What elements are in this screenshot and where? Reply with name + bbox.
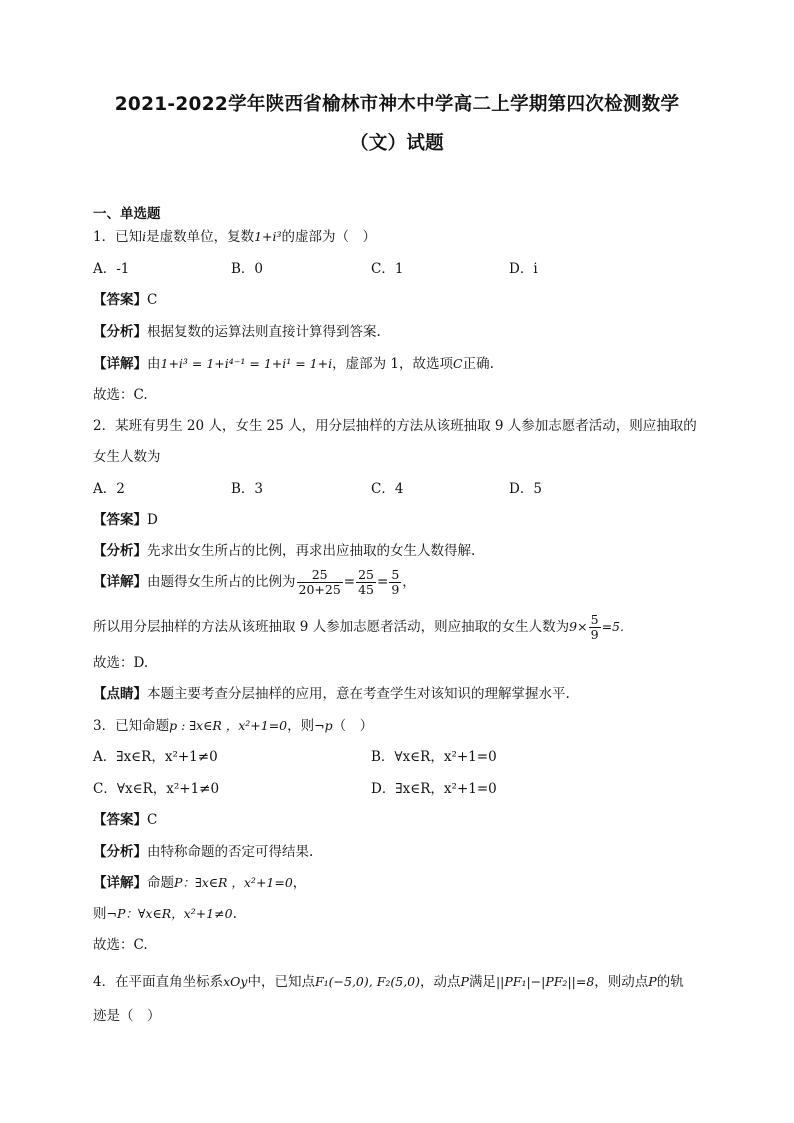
q1-detail: 【详解】由1+i³ = 1+i⁴⁻¹ = 1+i¹ = 1+i，虚部为 1，故选项C正确. [93, 356, 494, 372]
q3-option-d: D．∃x∈R，x²+1=0 [371, 781, 497, 797]
q2-analysis: 【分析】先求出女生所占的比例，再求出应抽取的女生人数得解. [93, 543, 476, 559]
q3-detail-line2: 则¬P：∀x∈R，x²+1≠0. [93, 906, 237, 922]
q2-stem-line1: 2．某班有男生 20 人，女生 25 人，用分层抽样的方法从该班抽取 9 人参加志愿者活动，则应抽取的 [93, 418, 697, 434]
q2-detail: 【详解】由题得女生所占的比例为 $\frac{25}{20+25}$ = $\frac{25}{45}$ = $\frac{5}{9}$ ， [93, 567, 416, 597]
q2-option-b: B．3 [231, 481, 264, 497]
q3-option-b: B．∀x∈R，x²+1=0 [371, 749, 497, 765]
q1-option-d: D．i [509, 261, 538, 277]
q3-analysis: 【分析】由特称命题的否定可得结果. [93, 844, 314, 860]
q1-option-b: B．0 [231, 261, 264, 277]
q3-option-c: C．∀x∈R，x²+1≠0 [93, 781, 220, 797]
q3-detail: 【详解】命题P：∃x∈R ，x²+1=0， [93, 875, 307, 891]
section-heading: 一、单选题 [93, 206, 161, 222]
q4-stem-line2: 迹是（ ） [93, 1008, 161, 1024]
q3-choice: 故选：C. [93, 937, 148, 953]
doc-title-line1: 2021-2022学年陕西省榆林市神木中学高二上学期第四次检测数学 [114, 94, 680, 115]
q1-option-c: C．1 [371, 261, 404, 277]
q1-analysis: 【分析】根据复数的运算法则直接计算得到答案. [93, 324, 381, 340]
q2-answer: 【答案】D [93, 512, 158, 528]
q2-option-d: D．5 [509, 481, 542, 497]
q2-comment: 【点睛】本题主要考查分层抽样的应用，意在考查学生对该知识的理解掌握水平. [93, 686, 570, 702]
q1-option-a: A．-1 [93, 261, 130, 277]
q1-choice: 故选：C. [93, 387, 148, 403]
q3-answer: 【答案】C [93, 812, 158, 828]
q1-answer: 【答案】C [93, 292, 158, 308]
fraction: $\frac{25}{20+25}$ [298, 567, 341, 597]
q3-stem: 3．已知命题p : ∃x∈R ，x²+1=0，则¬p（ ） [93, 718, 374, 734]
fraction: $\frac{25}{45}$ [358, 567, 375, 597]
q3-option-a: A．∃x∈R，x²+1≠0 [93, 749, 218, 765]
q2-option-a: A．2 [93, 481, 125, 497]
q1-stem: 1．已知i是虚数单位，复数1+i³的虚部为（ ） [93, 229, 377, 245]
doc-title-line2: （文）试题 [349, 133, 444, 154]
q2-choice: 故选：D. [93, 655, 149, 671]
q2-detail-line2: 所以用分层抽样的方法从该班抽取 9 人参加志愿者活动，则应抽取的女生人数为9× $\frac{5}{9}$ =5. [93, 612, 624, 642]
q4-stem-line1: 4．在平面直角坐标系xOy中，已知点F₁(−5,0), F₂(5,0)，动点P满足||PF₁|−|PF₂||=8，则动点P的轨 [93, 974, 684, 990]
fraction: $\frac{5}{9}$ [391, 567, 400, 597]
q2-option-c: C．4 [371, 481, 404, 497]
q2-stem-line2: 女生人数为 [93, 449, 161, 465]
fraction: $\frac{5}{9}$ [590, 612, 599, 642]
